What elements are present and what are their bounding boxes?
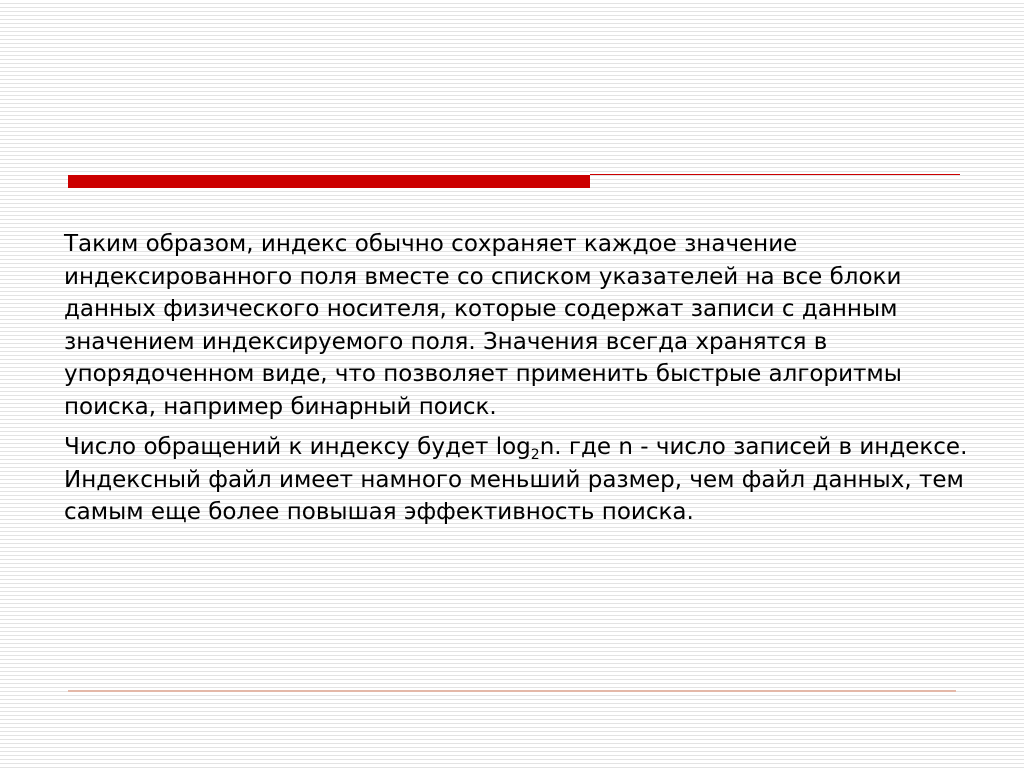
body-paragraph-2 xyxy=(64,431,980,529)
paragraph-2-text-after: n. где n - число записей в индексе. Индексный файл имеет намного меньший размер, чем файл данных, тем самым еще более повышая эффективность поиска. xyxy=(64,434,968,525)
title-accent-rule xyxy=(68,174,960,188)
accent-bar-thin xyxy=(590,174,960,175)
footer-rule xyxy=(68,690,956,692)
log-base-subscript: 2 xyxy=(530,447,540,463)
paragraph-2-text-before: Число обращений к индексу будет log xyxy=(64,434,531,460)
slide-body xyxy=(64,228,980,537)
body-paragraph-1: Таким образом, индекс обычно сохраняет каждое значение индексированного поля вместе со списком указателей на все блоки данных физического носителя, которые содержат записи с данным значением индексируемого поля. Значения всегда хранятся в упорядоченном виде, что позволяет применить быстрые алгоритмы поиска, например бинарный поиск. xyxy=(64,231,902,420)
accent-bar-thick xyxy=(68,175,590,188)
